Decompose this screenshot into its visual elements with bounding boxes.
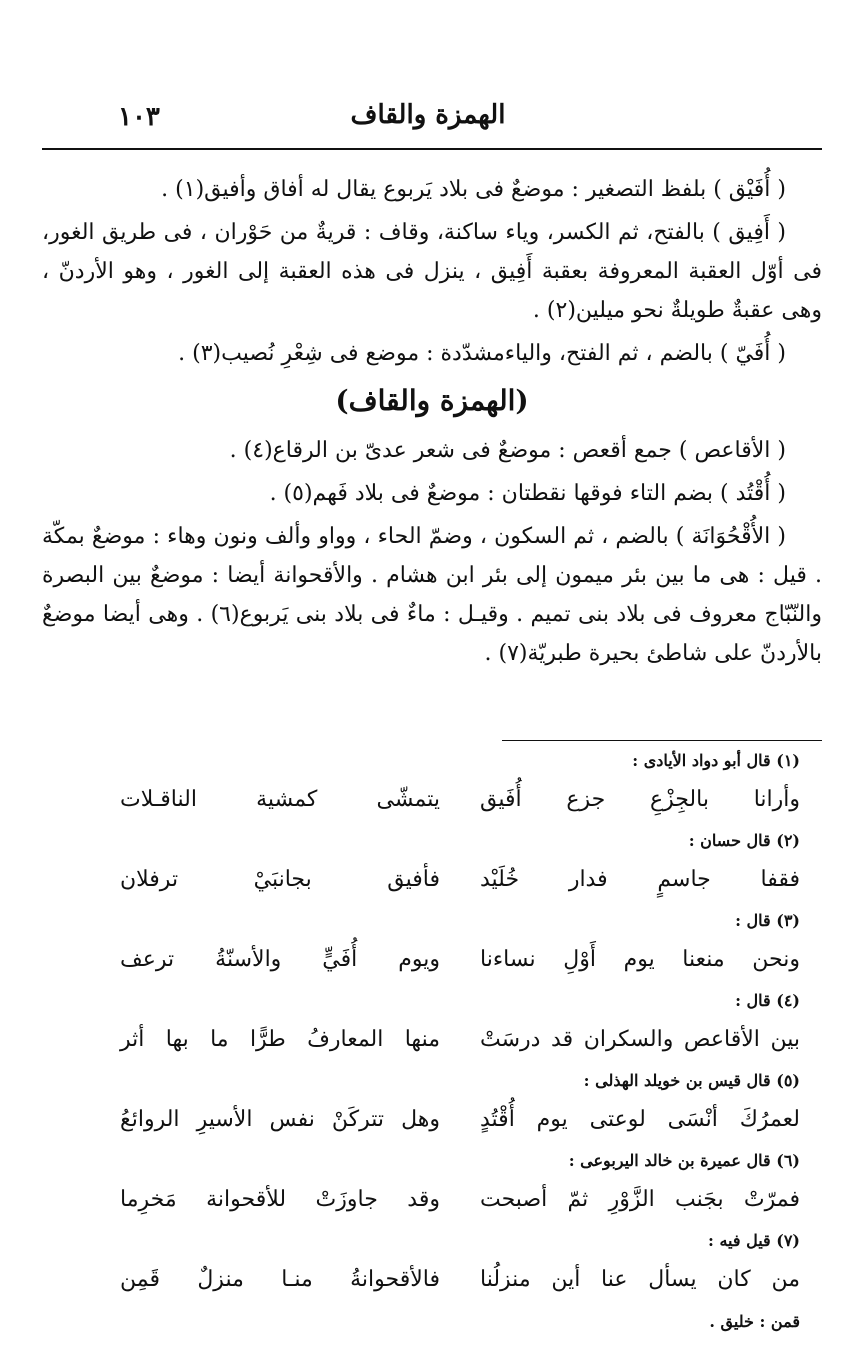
footnote-intro: (٥) قال قيس بن خويلد الهذلى : — [583, 1071, 800, 1090]
verse-line — [120, 1016, 800, 1064]
verse-first-hemistich: بين الأقاعص والسكران قد درسَتْ — [480, 1027, 800, 1052]
verse-first-hemistich: فمرّتْ بجَنب الزَّوْرِ ثمّ أصبحت — [480, 1187, 800, 1212]
main-text — [42, 170, 822, 677]
verse-line — [120, 776, 800, 824]
entry-ufayy: ( أُفَيّ ) بالضم ، ثم الفتح، والياءمشدّدة : موضع فى شِعْرِ نُصيب(٣) . — [178, 341, 786, 366]
verse-second-hemistich: فالأقحوانةُ منـا منزلٌ قَمِن — [120, 1267, 440, 1292]
verse-first-hemistich: ونحن منعنا يوم أَوْلِ نساءنا — [480, 947, 800, 972]
footnote-5 — [120, 1068, 800, 1144]
verse-line — [120, 1256, 800, 1304]
footnotes — [120, 748, 800, 1336]
verse-line — [120, 936, 800, 984]
running-head-title: الهمزة والقاف — [350, 100, 506, 130]
footnote-intro: (١) قال أبو دواد الأيادى : — [632, 751, 800, 770]
entry-uqhuwana: ( الأُقْحُوَانَة ) بالضم ، ثم السكون ، وضمّ الحاء ، وواو وألف ونون وهاء : موضعٌ بمكّة . قيل : هى ما بين بئر ميمون إلى بئر ابن هشام . والأقحوانة أيضا : موضعٌ بين البصرة والنّبّاج معروف فى بلاد بنى تميم . وقيـل : ماءٌ فى بلاد بنى يَربوع(٦) . وهى أيضا موضعٌ بالأردنّ على شاطئ بحيرة طبريّة(٧) . — [42, 524, 823, 666]
section-heading: (الهمزة والقاف) — [335, 384, 529, 417]
footnote-2 — [120, 828, 800, 904]
entry-uqtud: ( أُقْتُد ) بضم التاء فوقها نقطتان : موضعٌ فى بلاد فَهم(٥) . — [269, 481, 786, 506]
verse-first-hemistich: وأرانا بالجِزْعِ جزع أُفَيق — [480, 787, 800, 812]
header-rule — [42, 148, 822, 150]
footnote-gloss: قمن : خليق . — [709, 1312, 800, 1331]
footnote-1 — [120, 748, 800, 824]
footnote-rule — [502, 740, 822, 741]
footnote-6 — [120, 1148, 800, 1224]
footnote-intro: (٤) قال : — [735, 991, 800, 1010]
verse-second-hemistich: ويوم أُفَيٍّ والأسنّةُ ترعف — [120, 947, 440, 972]
footnote-intro: (٢) قال حسان : — [688, 831, 800, 850]
footnote-intro: (٧) قيل فيه : — [707, 1231, 800, 1250]
footnote-4 — [120, 988, 800, 1064]
verse-line — [120, 1096, 800, 1144]
entry-afiq: ( أَفِيق ) بالفتح، ثم الكسر، وياء ساكنة، وقاف : قريةٌ من حَوْران ، فى طريق الغور، فى أوّل العقبة المعروفة بعقبة أَفِيق ، ينزل فى هذه العقبة إلى الغور ، وهو الأردنّ ، وهى عقبةٌ طويلةٌ نحو ميلين(٢) . — [42, 220, 822, 323]
page-number: ١٠٣ — [118, 102, 160, 132]
entry-aqais: ( الأقاعص ) جمع أقعص : موضعٌ فى شعر عدىّ بن الرقاع(٤) . — [229, 438, 786, 463]
footnote-intro: (٦) قال عميرة بن خالد اليربوعى : — [568, 1151, 800, 1170]
entry-ufayq: ( أُفَيْق ) بلفظ التصغير : موضعٌ فى بلاد يَربوع يقال له أفاق وأفيق(١) . — [161, 177, 786, 202]
verse-second-hemistich: يتمشّى كمشية الناقـلات — [120, 787, 440, 812]
footnote-7 — [120, 1228, 800, 1304]
verse-second-hemistich: فأفيق بجانبَيْ ترفلان — [120, 867, 440, 892]
verse-second-hemistich: وهل تتركَنْ نفس الأسيرِ الروائعُ — [120, 1107, 440, 1132]
verse-first-hemistich: فقفا جاسمٍ فدار خُلَيْد — [480, 867, 800, 892]
verse-line — [120, 1176, 800, 1224]
footnote-3 — [120, 908, 800, 984]
verse-first-hemistich: من كان يسأل عنا أين منزلُنا — [480, 1267, 800, 1292]
verse-second-hemistich: منها المعارفُ طرًّا ما بها أثر — [120, 1027, 440, 1052]
verse-second-hemistich: وقد جاوزَتْ للأقحوانة مَخرِما — [120, 1187, 440, 1212]
footnote-intro: (٣) قال : — [735, 911, 800, 930]
verse-first-hemistich: لعمرُكَ أنْسَى لوعتى يوم أُقْتُدٍ — [480, 1107, 800, 1132]
verse-line — [120, 856, 800, 904]
